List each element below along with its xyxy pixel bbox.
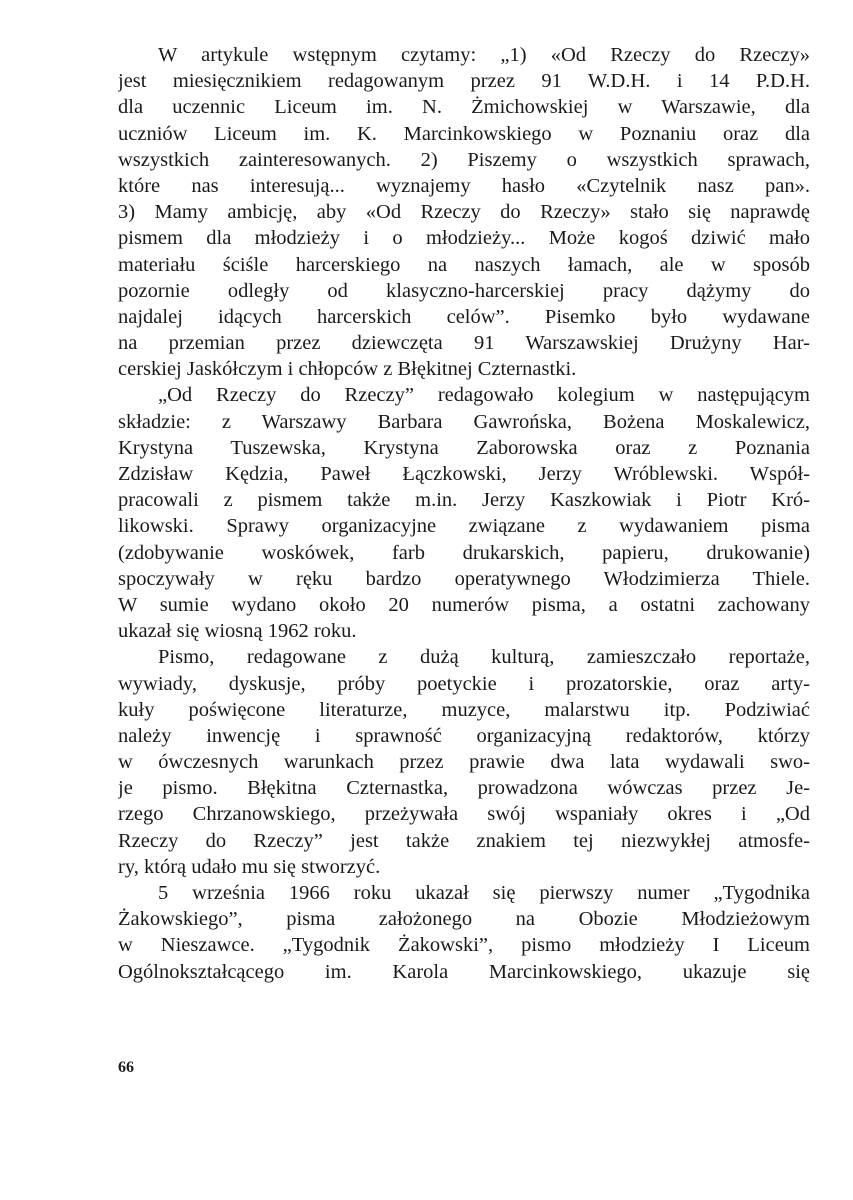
text-line: najdalej idących harcerskich celów”. Pisemko było wydawane <box>118 305 810 328</box>
text-line: W artykule wstępnym czytamy: „1) «Od Rzeczy do Rzeczy» <box>158 44 810 66</box>
body-text <box>118 42 810 985</box>
text-line: (zdobywanie woskówek, farb drukarskich, papieru, drukowanie) <box>118 541 810 564</box>
text-line: kuły poświęcone literaturze, muzyce, malarstwu itp. Podziwiać <box>118 698 810 721</box>
text-line: rzego Chrzanowskiego, przeżywała swój wspaniały okres i „Od <box>118 803 810 826</box>
text-line: na przemian przez dziewczęta 91 Warszawskiej Drużyny Har- <box>118 332 810 355</box>
text-line: W sumie wydano około 20 numerów pisma, a ostatni zachowany <box>118 593 810 616</box>
text-line: pozornie odległy od klasyczno-harcerskiej pracy dążymy do <box>118 279 810 302</box>
text-line: wszystkich zainteresowanych. 2) Piszemy o wszystkich sprawach, <box>118 148 810 171</box>
text-line: Rzeczy do Rzeczy” jest także znakiem tej niezwykłej atmosfe- <box>118 829 810 852</box>
text-line: wywiady, dyskusje, próby poetyckie i prozatorskie, oraz arty- <box>118 672 810 695</box>
text-line: „Od Rzeczy do Rzeczy” redagowało kolegium w następującym <box>158 384 810 407</box>
text-line: w ówczesnych warunkach przez prawie dwa lata wydawali swo- <box>118 751 810 774</box>
text-line: w Nieszawce. „Tygodnik Żakowski”, pismo młodzieży I Liceum <box>118 934 810 957</box>
text-line: dla uczennic Liceum im. N. Żmichowskiej w Warszawie, dla <box>118 96 810 119</box>
text-line: cerskiej Jaskółczym i chłopców z Błękitnej Czternastki. <box>118 358 577 381</box>
text-line: Żakowskiego”, pisma założonego na Obozie Młodzieżowym <box>118 908 810 931</box>
text-line: ry, którą udało mu się stworzyć. <box>118 855 381 878</box>
text-line: pismem dla młodzieży i o młodzieży... Może kogoś dziwić mało <box>118 227 810 250</box>
text-line: ukazał się wiosną 1962 roku. <box>118 620 357 643</box>
text-line: likowski. Sprawy organizacyjne związane z wydawaniem pisma <box>118 515 810 538</box>
page-number: 66 <box>118 1059 134 1076</box>
text-line: Pismo, redagowane z dużą kulturą, zamieszczało reportaże, <box>158 646 810 669</box>
text-line: 3) Mamy ambicję, aby «Od Rzeczy do Rzeczy» stało się naprawdę <box>118 201 810 224</box>
text-line: należy inwencję i sprawność organizacyjną redaktorów, którzy <box>118 724 810 747</box>
text-line: Ogólnokształcącego im. Karola Marcinkowskiego, ukazuje się <box>118 960 810 983</box>
text-line: Zdzisław Kędzia, Paweł Łączkowski, Jerzy Wróblewski. Współ- <box>118 463 810 485</box>
text-line: które nas interesują... wyznajemy hasło «Czytelnik nasz pan». <box>118 174 810 197</box>
text-line: Krystyna Tuszewska, Krystyna Zaborowska oraz z Poznania <box>118 436 810 459</box>
text-line: 5 września 1966 roku ukazał się pierwszy numer „Tygodnika <box>158 882 810 904</box>
text-line: uczniów Liceum im. K. Marcinkowskiego w Poznaniu oraz dla <box>118 122 810 145</box>
text-line: składzie: z Warszawy Barbara Gawrońska, Bożena Moskalewicz, <box>118 410 810 433</box>
text-line: spoczywały w ręku bardzo operatywnego Włodzimierza Thiele. <box>118 567 810 590</box>
text-line: je pismo. Błękitna Czternastka, prowadzona wówczas przez Je- <box>118 777 810 800</box>
text-line: materiału ściśle harcerskiego na naszych łamach, ale w sposób <box>118 253 810 276</box>
text-line: jest miesięcznikiem redagowanym przez 91 W.D.H. i 14 P.D.H. <box>118 70 810 93</box>
text-line: pracowali z pismem także m.in. Jerzy Kaszkowiak i Piotr Kró- <box>118 489 810 512</box>
